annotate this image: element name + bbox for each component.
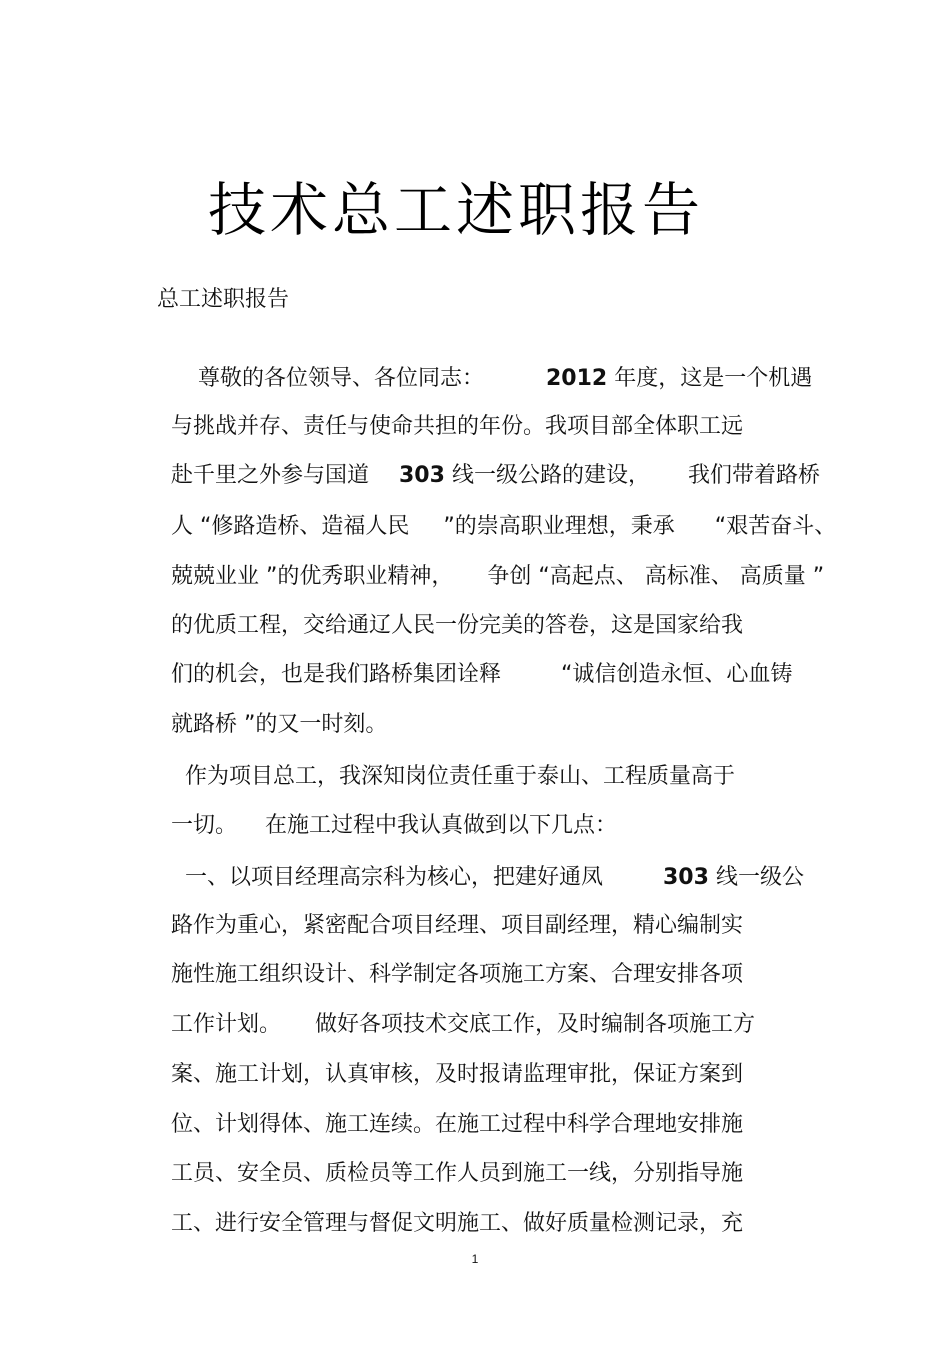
line-text: 线一级公路的建设， — [451, 463, 650, 488]
document-subtitle: 总工述职报告 — [157, 287, 290, 312]
road-number: 303 — [399, 463, 445, 488]
line-text: 在施工过程中我认真做到以下几点： — [265, 813, 618, 838]
line-text: 作为项目总工，我深知岗位责任重于泰山、工程质量高于 — [184, 764, 735, 789]
line-text: 路作为重心，紧密配合项目经理、项目副经理，精心编制实 — [170, 913, 743, 938]
line-text: 位、计划得体、施工连续。在施工过程中科学合理地安排施 — [170, 1112, 743, 1137]
line-text: 年度，这是一个机遇 — [614, 366, 813, 391]
line-text: ”的崇高职业理想，秉承 — [443, 514, 675, 539]
line-text: 案、施工计划，认真审核，及时报请监理审批，保证方案到 — [170, 1062, 743, 1087]
line-text: 一切。 — [170, 813, 237, 838]
line-text: 尊敬的各位领导、各位同志： — [197, 366, 484, 391]
line-text: 争创 “高起点、 高标准、 高质量 ” — [487, 564, 825, 589]
line-text: “艰苦奋斗、 — [714, 514, 837, 539]
line-text: 赴千里之外参与国道 — [170, 463, 369, 488]
line-text: “诚信创造永恒、心血铸 — [561, 662, 793, 687]
line-text: 工作计划。 — [170, 1012, 281, 1037]
line-text: 工、进行安全管理与督促文明施工、做好质量检测记录，充 — [170, 1211, 743, 1236]
line-text: 的优质工程，交给通辽人民一份完美的答卷，这是国家给我 — [170, 613, 743, 638]
line-text: 就路桥 ”的又一时刻。 — [170, 712, 388, 737]
road-number: 303 — [663, 865, 709, 890]
line-text: 兢兢业业 ”的优秀职业精神， — [170, 564, 454, 589]
page-number: 1 — [471, 1252, 479, 1266]
line-text: 人 “修路造桥、造福人民 — [170, 514, 410, 539]
line-text: 们的机会，也是我们路桥集团诠释 — [170, 662, 501, 687]
line-text: 线一级公 — [715, 865, 804, 890]
line-text: 我们带着路桥 — [687, 463, 820, 488]
line-text: 一、以项目经理高宗科为核心，把建好通凤 — [184, 865, 603, 890]
document-title: 技术总工述职报告 — [207, 176, 704, 244]
line-text: 工员、安全员、质检员等工作人员到施工一线，分别指导施 — [170, 1161, 743, 1186]
line-text: 做好各项技术交底工作，及时编制各项施工方 — [315, 1012, 756, 1037]
line-text: 施性施工组织设计、科学制定各项施工方案、合理安排各项 — [170, 962, 743, 987]
year-number: 2012 — [546, 366, 608, 391]
line-text: 与挑战并存、责任与使命共担的年份。我项目部全体职工远 — [170, 414, 743, 439]
